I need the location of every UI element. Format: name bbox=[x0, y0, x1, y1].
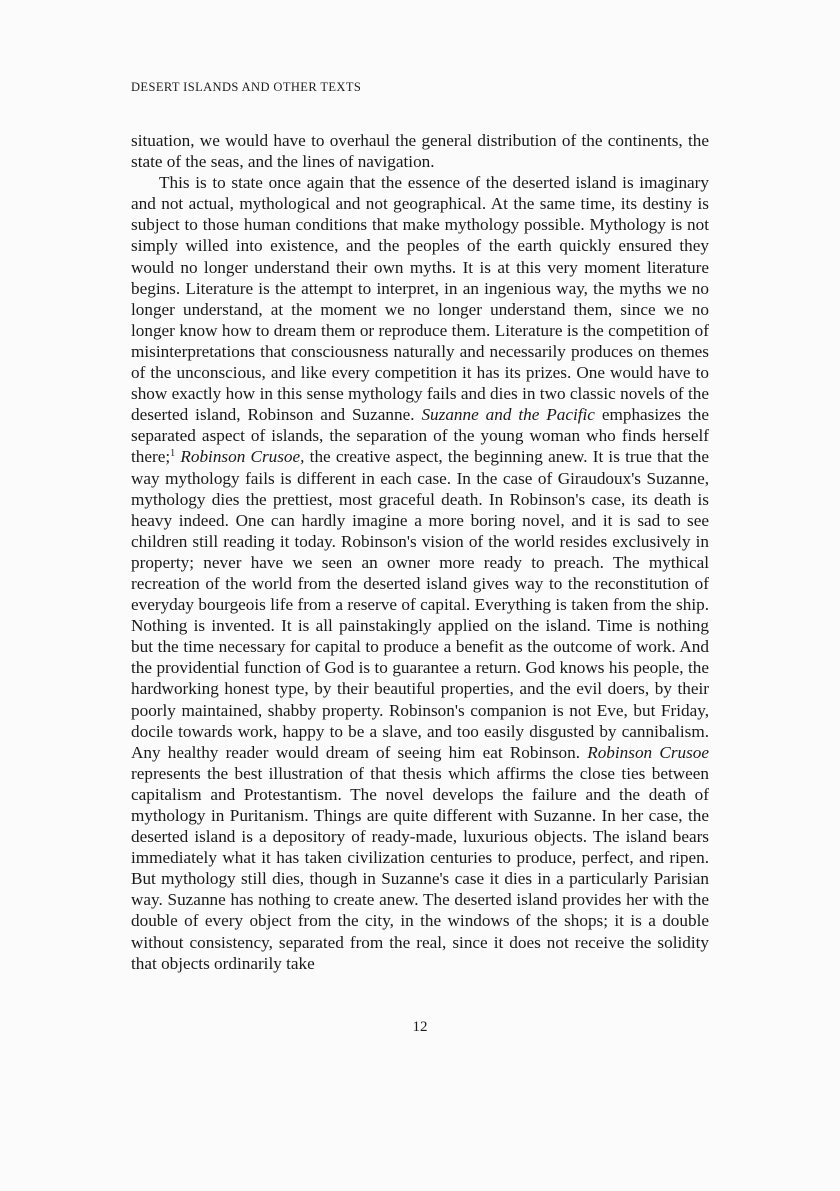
paragraph-text-4: represents the best illustration of that thesis which affirms the close ties between capitalism and Protestantism. The novel develops the failure and the death of mythology in Puritanism. Things are quite different with Suzanne. In her case, the deserted island is a depository of ready-made, luxurious objects. The island bears immediately what it has taken civilization centuries to produce, perfect, and ripen. But mythology still dies, though in Suzanne's case it dies in a particularly Parisian way. Suzanne has nothing to create anew. The deserted island provides her with the double of every object from the city, in the windows of the shops; it is a double without consistency, separated from the real, since it does not receive the solidity that objects ordinarily take bbox=[131, 763, 709, 973]
body-text bbox=[131, 130, 709, 974]
paragraph-text-3: the creative aspect, the beginning anew. It is true that the way mythology fails is different in each case. In the case of Giraudoux's Suzanne, mythology dies the prettiest, most graceful death. In Robinson's case, its death is heavy indeed. One can hardly imagine a more boring novel, and it is sad to see children still reading it today. Robinson's vision of the world resides exclusively in property; never have we seen an owner more ready to preach. The mythical recreation of the world from the deserted island gives way to the reconstitution of everyday bourgeois life from a reserve of capital. Everything is taken from the ship. Nothing is invented. It is all painstakingly applied on the island. Time is nothing but the time necessary for capital to produce a benefit as the outcome of work. And the providential function of God is to guarantee a return. God knows his people, the hardworking honest type, by their beautiful properties, and the evil doers, by their poorly maintained, shabby property. Robinson's companion is not Eve, but Friday, docile towards work, happy to be a slave, and too easily disgusted by cannibalism. Any healthy reader would dream of seeing him eat Robinson. bbox=[131, 447, 710, 762]
paragraph-text-2: emphasizes the separated aspect of islands, the separation of the young woman who finds herself there; bbox=[131, 405, 709, 467]
italic-title-robinson: Robinson Crusoe, bbox=[180, 447, 305, 467]
paragraph-text-1: This is to state once again that the essence of the deserted island is imaginary and not actual, mythological and not geographical. At the same time, its destiny is subject to those human conditions that make mythology possible. Mythology is not simply willed into existence, and the peoples of the earth quickly ensured they would no longer understand their own myths. It is at this very moment literature begins. Literature is the attempt to interpret, in an ingenious way, the myths we no longer understand, at the moment we no longer understand them, since we no longer know how to dream them or reproduce them. Literature is the competition of misinterpretations that consciousness naturally and necessarily produces on themes of the unconscious, and like every competition it has its prizes. One would have to show exactly how in this sense mythology fails and dies in two classic novels of the deserted island, Robinson and Suzanne. bbox=[131, 173, 709, 425]
running-head: DESERT ISLANDS AND OTHER TEXTS bbox=[131, 80, 362, 94]
italic-title-suzanne: Suzanne and the Pacific bbox=[421, 405, 595, 425]
paragraph-main bbox=[131, 172, 709, 974]
page-number: 12 bbox=[412, 1019, 428, 1035]
italic-title-robinson-2: Robinson Crusoe bbox=[587, 742, 710, 762]
footnote-marker: 1 bbox=[170, 448, 176, 460]
paragraph-continued: situation, we would have to overhaul the general distribution of the continents, the state of the seas, and the lines of navigation. bbox=[131, 131, 709, 172]
